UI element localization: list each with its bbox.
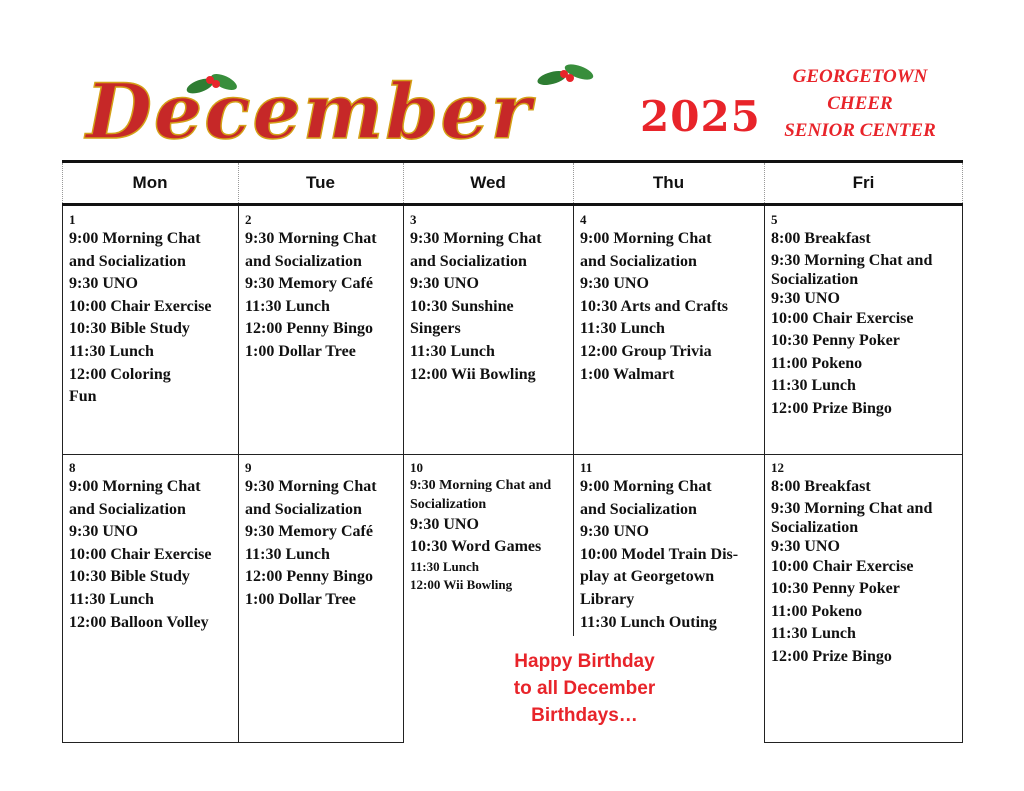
day-number: 4 xyxy=(580,212,587,227)
event-line: 10:30 Arts and Crafts xyxy=(580,297,728,315)
event-line: 11:30 Lunch xyxy=(245,297,330,315)
header-divider xyxy=(403,163,404,203)
event-line: 9:30 Memory Café xyxy=(245,523,373,541)
day-number: 3 xyxy=(410,212,417,227)
event-line: and Socialization xyxy=(580,500,697,518)
day-cell-10 xyxy=(403,454,573,634)
event-line: and Socialization xyxy=(69,252,186,270)
event-line: 10:30 Word Games xyxy=(410,538,542,555)
event-line: 12:00 Coloring xyxy=(69,365,171,383)
event-line: 11:30 Lunch Outing xyxy=(580,613,717,631)
event-line: Socialization xyxy=(410,497,487,512)
event-line: 1:00 Dollar Tree xyxy=(245,342,356,360)
event-line: Fun xyxy=(69,388,97,406)
event-line: and Socialization xyxy=(69,500,186,518)
day-header-thu: Thu xyxy=(652,172,685,192)
birthday-line: Birthdays… xyxy=(531,705,638,726)
event-line: 10:30 Bible Study xyxy=(69,568,190,586)
day-cell-5 xyxy=(764,206,963,454)
event-line: 12:00 Prize Bingo xyxy=(771,399,892,417)
day-number: 11 xyxy=(580,460,593,475)
event-line: 11:30 Lunch xyxy=(245,545,330,563)
event-line: 11:00 Pokeno xyxy=(771,602,863,620)
header-divider xyxy=(238,163,239,203)
event-line: 10:00 Chair Exercise xyxy=(69,545,212,563)
center-name-line: GEORGETOWN xyxy=(792,66,928,87)
grid-line xyxy=(62,742,404,743)
header-divider xyxy=(573,163,574,203)
day-cell-9 xyxy=(238,454,403,742)
event-line: 9:30 UNO xyxy=(410,516,479,533)
center-name-line: CHEER xyxy=(827,93,893,114)
holly-right-icon xyxy=(536,61,595,87)
day-number: 5 xyxy=(771,212,778,227)
event-line: 9:30 UNO xyxy=(771,537,840,555)
event-line: 12:00 Penny Bingo xyxy=(245,320,374,338)
event-line: Socialization xyxy=(771,270,859,288)
event-line: Socialization xyxy=(771,518,859,536)
event-line: 11:30 Lunch xyxy=(771,625,856,643)
event-line: 11:30 Lunch xyxy=(410,342,495,360)
day-header-tue: Tue xyxy=(306,172,335,192)
month-wordmark-text: December xyxy=(86,67,533,150)
event-line: 12:00 Prize Bingo xyxy=(771,647,892,665)
day-number: 2 xyxy=(245,212,252,227)
event-line: 9:00 Morning Chat xyxy=(580,230,712,247)
month-title-logo xyxy=(82,58,622,150)
event-line: 9:30 Morning Chat and xyxy=(771,251,933,269)
event-line: 1:00 Walmart xyxy=(580,365,675,383)
event-line: 9:30 Morning Chat xyxy=(245,478,377,495)
event-line: 9:30 UNO xyxy=(410,275,479,293)
event-line: 10:30 Penny Poker xyxy=(771,580,900,598)
day-cell-3 xyxy=(403,206,573,454)
event-line: 9:30 Morning Chat and xyxy=(771,499,933,517)
day-cell-1 xyxy=(62,206,238,454)
event-line: 10:00 Chair Exercise xyxy=(69,297,212,315)
event-line: and Socialization xyxy=(245,252,362,270)
day-number: 1 xyxy=(69,212,76,227)
event-line: 11:30 Lunch xyxy=(410,559,479,574)
event-line: 9:30 Memory Café xyxy=(245,275,373,293)
grid-line xyxy=(764,742,963,743)
event-line: 10:00 Chair Exercise xyxy=(771,557,914,575)
event-line: 8:00 Breakfast xyxy=(771,230,871,247)
day-cell-11 xyxy=(573,454,764,634)
birthday-line: to all December xyxy=(513,678,656,699)
day-number: 12 xyxy=(771,460,784,475)
event-line: 10:00 Chair Exercise xyxy=(771,309,914,327)
event-line: 11:30 Lunch xyxy=(69,342,154,360)
event-line: 9:30 Morning Chat xyxy=(410,230,542,247)
header-divider xyxy=(962,163,963,203)
event-line: 9:30 UNO xyxy=(771,289,840,307)
event-line: 12:00 Group Trivia xyxy=(580,342,712,360)
event-line: 9:30 UNO xyxy=(69,275,138,293)
day-cell-4 xyxy=(573,206,764,454)
day-header-fri: Fri xyxy=(852,172,875,192)
event-line: 9:00 Morning Chat xyxy=(69,230,201,247)
event-line: 10:30 Bible Study xyxy=(69,320,190,338)
event-line: Singers xyxy=(410,320,461,338)
event-line: 12:00 Wii Bowling xyxy=(410,577,513,592)
event-line: 11:30 Lunch xyxy=(580,320,665,338)
day-header-mon: Mon xyxy=(132,172,168,192)
event-line: 1:00 Dollar Tree xyxy=(245,590,356,608)
event-line: 9:30 UNO xyxy=(69,523,138,541)
event-line: 9:30 Morning Chat and xyxy=(410,478,552,493)
event-line: and Socialization xyxy=(245,500,362,518)
event-line: 12:00 Balloon Volley xyxy=(69,613,209,631)
event-line: and Socialization xyxy=(580,252,697,270)
day-number: 10 xyxy=(410,460,423,475)
event-line: 10:30 Penny Poker xyxy=(771,332,900,350)
day-cell-8 xyxy=(62,454,238,742)
event-line: 8:00 Breakfast xyxy=(771,478,871,495)
event-line: play at Georgetown xyxy=(580,568,715,586)
day-number: 8 xyxy=(69,460,76,475)
day-header-wed: Wed xyxy=(470,172,506,192)
center-name-line: SENIOR CENTER xyxy=(784,120,936,141)
event-line: 9:30 Morning Chat xyxy=(245,230,377,247)
event-line: 9:30 UNO xyxy=(580,523,649,541)
center-name xyxy=(770,63,950,144)
event-line: 10:00 Model Train Dis- xyxy=(580,545,739,563)
event-line: Library xyxy=(580,590,635,608)
event-line: 12:00 Penny Bingo xyxy=(245,568,374,586)
event-line: 11:00 Pokeno xyxy=(771,354,863,372)
day-cell-12 xyxy=(764,454,963,742)
event-line: 12:00 Wii Bowling xyxy=(410,365,536,383)
header-divider xyxy=(764,163,765,203)
day-number: 9 xyxy=(245,460,252,475)
event-line: 9:30 UNO xyxy=(580,275,649,293)
december-wordmark xyxy=(82,58,622,150)
event-line: and Socialization xyxy=(410,252,527,270)
event-line: 10:30 Sunshine xyxy=(410,297,514,315)
event-line: 11:30 Lunch xyxy=(771,377,856,395)
birthday-message xyxy=(472,648,697,729)
event-line: 9:00 Morning Chat xyxy=(580,478,712,495)
event-line: 9:00 Morning Chat xyxy=(69,478,201,495)
header-divider xyxy=(62,163,63,203)
event-line: 11:30 Lunch xyxy=(69,590,154,608)
day-cell-2 xyxy=(238,206,403,454)
year-label: 2025 xyxy=(640,92,761,141)
birthday-line: Happy Birthday xyxy=(514,651,655,672)
